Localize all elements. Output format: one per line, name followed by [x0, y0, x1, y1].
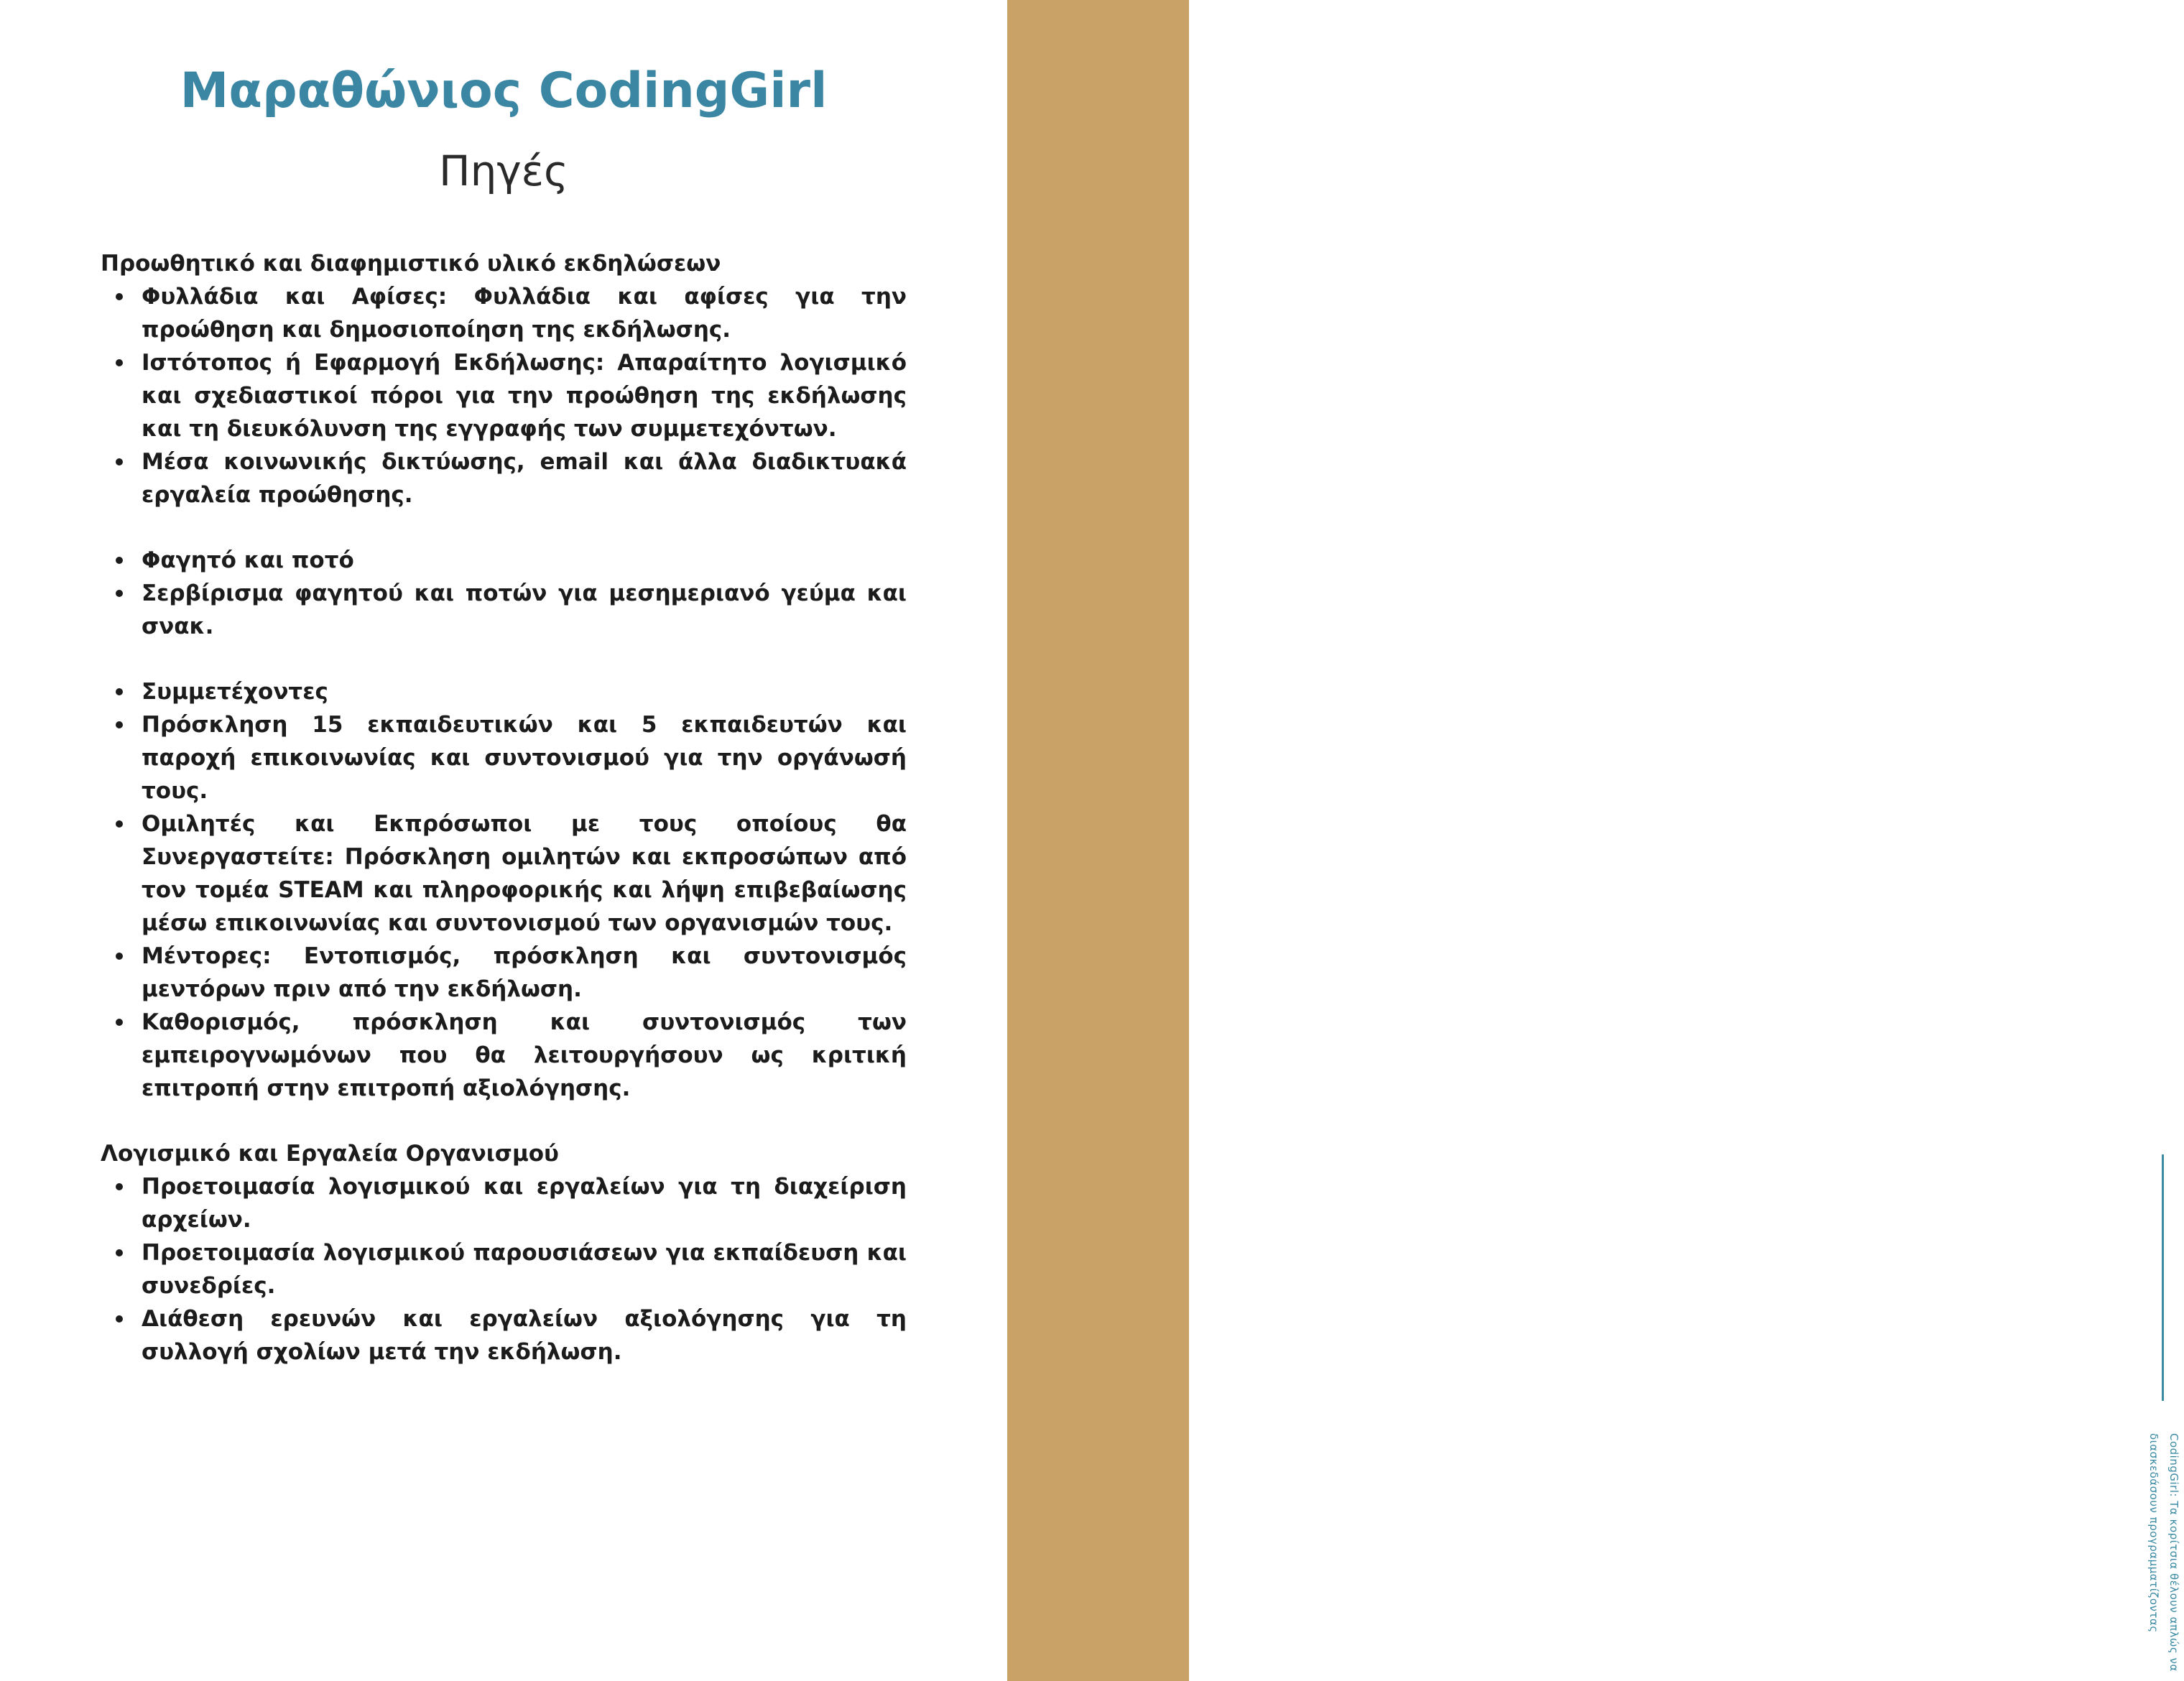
bullet-icon — [116, 458, 123, 466]
list-item — [101, 577, 907, 643]
list-item-text: Σερβίρισμα φαγητού και ποτών για μεσημεριανό γεύμα και σνακ. — [142, 580, 907, 639]
section-heading-promotional: Προωθητικό και διαφημιστικό υλικό εκδηλώσεων — [101, 251, 721, 277]
participants-list — [101, 675, 907, 1105]
bullet-icon — [116, 953, 123, 960]
list-item-text: Καθορισμός, πρόσκληση και συντονισμός των εμπειρογνωμόνων που θα λειτουργήσουν ως κριτική επιτροπή στην επιτροπή αξιολόγησης. — [142, 1009, 907, 1101]
bullet-icon — [116, 1019, 123, 1026]
document-title: Μαραθώνιος CodingGirl — [180, 62, 828, 119]
list-item-text: Ιστότοπος ή Εφαρμογή Εκδήλωσης: Απαραίτητο λογισμικό και σχεδιαστικοί πόροι για την προώθηση της εκδήλωσης και τη διευκόλυνση της εγγραφής των συμμετεχόντων. — [142, 350, 907, 442]
list-item-text: Μέντορες: Εντοπισμός, πρόσκληση και συντονισμός μεντόρων πριν από την εκδήλωση. — [142, 943, 907, 1002]
sidebar-vertical-rule — [2162, 1154, 2164, 1401]
side-panel — [1007, 0, 2180, 1681]
document-body — [101, 247, 907, 1369]
list-item-text: Συμμετέχοντες — [142, 679, 328, 705]
bullet-icon — [116, 359, 123, 366]
food-list — [101, 544, 907, 643]
list-item — [101, 1170, 907, 1236]
spacer — [101, 643, 907, 675]
list-item-text: Φυλλάδια και Αφίσες: Φυλλάδια και αφίσες για την προώθηση και δημοσιοποίηση της εκδήλωσης. — [142, 284, 907, 343]
bullet-icon — [116, 293, 123, 300]
bullet-icon — [116, 1183, 123, 1190]
list-item-text: Προετοιμασία λογισμικού παρουσιάσεων για εκπαίδευση και συνεδρίες. — [142, 1240, 907, 1299]
bullet-icon — [116, 1315, 123, 1323]
list-item-text: Μέσα κοινωνικής δικτύωσης, email και άλλα διαδικτυακά εργαλεία προώθησης. — [142, 449, 907, 508]
list-item-text: Διάθεση ερευνών και εργαλείων αξιολόγησης για τη συλλογή σχολίων μετά την εκδήλωση. — [142, 1306, 907, 1365]
list-item — [101, 544, 907, 577]
list-item — [101, 1236, 907, 1302]
list-item-text: Πρόσκληση 15 εκπαιδευτικών και 5 εκπαιδευτών και παροχή επικοινωνίας και συντονισμού για την οργάνωσή τους. — [142, 712, 907, 804]
section-heading-software: Λογισμικό και Εργαλεία Οργανισμού — [101, 1141, 559, 1167]
list-item-text: Προετοιμασία λογισμικού και εργαλείων για τη διαχείριση αρχείων. — [142, 1174, 907, 1233]
list-item — [101, 346, 907, 445]
bullet-icon — [116, 688, 123, 695]
list-item — [101, 1006, 907, 1105]
list-item — [101, 940, 907, 1006]
list-item — [101, 708, 907, 807]
promotional-list — [101, 280, 907, 511]
spacer — [101, 1105, 907, 1137]
bullet-icon — [116, 590, 123, 597]
spacer — [101, 511, 907, 544]
list-item-text: Φαγητό και ποτό — [142, 547, 354, 573]
list-item — [101, 445, 907, 511]
list-item-text: Ομιλητές και Εκπρόσωποι με τους οποίους θα Συνεργαστείτε: Πρόσκληση ομιλητών και εκπροσώπων από τον τομέα STEAM και πληροφορικής και λήψη επιβεβαίωσης μέσω επικοινωνίας και συντονισμού των οργανισμών τους. — [142, 811, 907, 936]
bullet-icon — [116, 1249, 123, 1256]
page-subtitle: Πηγές — [438, 147, 569, 195]
bullet-icon — [116, 721, 123, 728]
list-item — [101, 807, 907, 940]
sidebar-caption: CodingGirl: Τα κορίτσια θέλουν απλώς να διασκεδάσουν προγραμματίζοντας — [2147, 1433, 2180, 1672]
software-list — [101, 1170, 907, 1369]
list-item — [101, 675, 907, 708]
list-item — [101, 280, 907, 346]
bullet-icon — [116, 820, 123, 828]
list-item — [101, 1302, 907, 1369]
bullet-icon — [116, 557, 123, 564]
